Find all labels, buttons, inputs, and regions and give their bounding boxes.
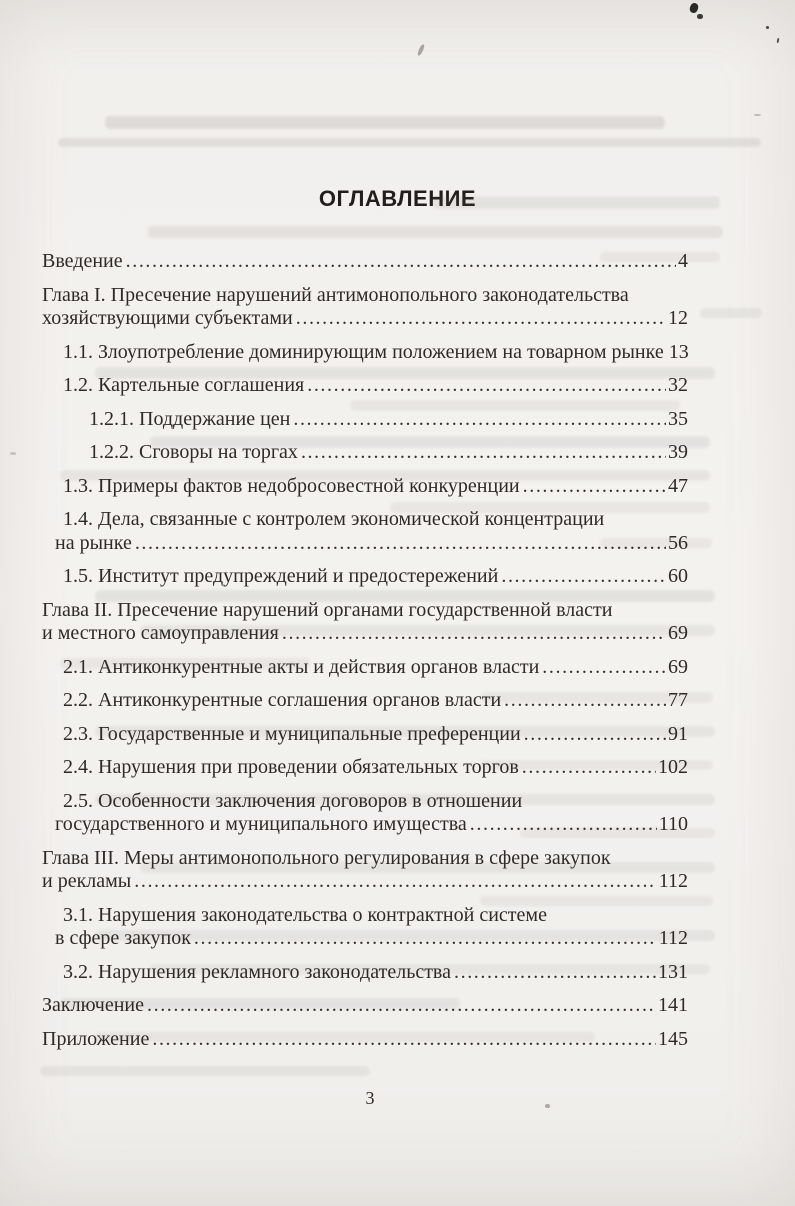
toc-entry-line [42,961,688,985]
toc-entry-page: 145 [658,1027,688,1050]
dot-leader [470,813,657,837]
toc-entry-page: 91 [668,722,688,745]
toc-entry-title: и рекламы [42,870,132,892]
toc-entry-title: 3.2. Нарушения рекламного законодательства [63,960,451,983]
toc-entry-page: 69 [668,655,688,678]
toc-entry-line [42,813,688,837]
toc-entry-line [42,408,688,432]
toc-entry-line [42,723,688,747]
toc-entry-title: Глава II. Пресечение нарушений органами государственной власти [42,598,613,621]
toc-entry-page: 112 [658,927,688,949]
toc-entry-title: 2.1. Антиконкурентные акты и действия органов власти [63,655,540,678]
toc-entry-page: 131 [658,960,688,983]
toc-entry-page: 13 [668,340,689,363]
toc-entry-title: государственного и муниципального имущества [55,813,467,835]
toc-entry-page: 39 [668,441,688,463]
toc-entry-title: 1.2.2. Сговоры на торгах [89,441,298,463]
toc-entry-title: 1.3. Примеры фактов недобросовестной конкуренции [63,474,520,497]
toc-entry [42,284,688,331]
toc-entry-title: 2.3. Государственные и муниципальные преференции [63,722,521,745]
ink-bleed-artifact [148,226,723,238]
toc-entry [42,341,688,365]
toc-entry-page: 77 [668,689,688,711]
dot-leader [454,961,656,985]
dot-leader [293,408,666,432]
toc-entry-line [42,508,688,532]
toc-entry [42,599,688,646]
toc-entry-title: хозяйствующими субъектами [42,307,293,329]
toc-entry-line [42,927,688,951]
toc-entry [42,756,688,780]
page-title: ОГЛАВЛЕНИЕ [318,186,477,211]
dot-leader [522,756,656,780]
toc-entry-title: 1.5. Институт предупреждений и предостережений [63,565,499,587]
ink-bleed-artifact [700,308,762,318]
ink-speck [754,114,761,116]
toc-entry [42,847,688,894]
dot-leader [523,475,666,499]
toc-entry-line [42,441,688,465]
toc-entry-line [42,790,688,814]
toc-entry-title: Глава I. Пресечение нарушений антимонопольного законодательства [42,283,629,306]
toc-entry-page: 60 [668,565,688,587]
toc-entry [42,1028,688,1052]
toc-entry-line [42,374,688,398]
toc-entry-page: 141 [658,994,688,1016]
dot-leader [126,250,676,274]
toc-entry-page: 47 [668,474,688,497]
toc-entry-page: 12 [668,307,688,329]
toc-entry-line [42,689,688,713]
toc-entry [42,723,688,747]
dot-leader [296,307,666,331]
toc-entry-title: на рынке [55,531,132,554]
toc-entry [42,408,688,432]
toc-entry [42,904,688,951]
toc-entry-title: 1.2.1. Поддержание цен [89,407,291,430]
dot-leader [152,1028,656,1052]
toc-entry-line [42,1028,688,1052]
toc-entry-line [42,341,688,365]
dot-leader [307,374,666,398]
toc-entry [42,565,688,589]
toc-entry-page: 35 [668,407,688,430]
toc-entry [42,250,688,274]
toc-entry-line [42,847,688,871]
toc-entry [42,475,688,499]
toc-entry-page: 110 [658,813,688,835]
toc-entry-line [42,756,688,780]
dot-leader [504,689,666,713]
dot-leader [134,870,656,894]
toc-entry-title: Заключение [42,994,144,1016]
toc-entry-title: 3.1. Нарушения законодательства о контрактной системе [63,903,547,926]
ink-speck [697,14,703,19]
toc-entry-title: 2.4. Нарушения при проведении обязательных торгов [63,756,519,778]
toc-entry-title: 1.2. Картельные соглашения [63,374,305,396]
ink-speck [766,26,769,29]
toc-entry-title: Введение [42,250,123,272]
toc-entry-line [42,994,688,1018]
toc-entry-page: 112 [658,870,688,892]
toc-entry-line [42,284,688,308]
toc-entry [42,656,688,680]
toc-entry [42,508,688,555]
toc-entry-title: Приложение [42,1027,150,1050]
dot-leader [542,656,666,680]
toc-entry-page: 4 [678,250,688,272]
dot-leader [194,927,657,951]
toc-entry-title: 2.5. Особенности заключения договоров в отношении [63,789,523,812]
dot-leader [147,994,656,1018]
toc-entry-title: 2.2. Антиконкурентные соглашения органов власти [63,689,502,711]
dot-leader [282,622,666,646]
toc-entry [42,994,688,1018]
toc-entry-line [42,599,688,623]
toc-entry-page: 102 [658,756,688,778]
ink-bleed-artifact [105,116,665,129]
toc-entry-line [42,250,688,274]
toc-entry-title: в сфере закупок [55,927,191,949]
toc-entry [42,441,688,465]
toc-entry-line [42,532,688,556]
dot-leader [501,565,666,589]
toc-entry-page: 32 [668,374,688,396]
toc-entry [42,689,688,713]
toc-entry-title: Глава III. Меры антимонопольного регулирования в сфере закупок [42,846,611,869]
toc-entry-title: 1.1. Злоупотребление доминирующим положением на товарном рынке [63,340,664,363]
toc-entry-line [42,870,688,894]
dot-leader [524,723,666,747]
toc-entry-page: 56 [668,531,688,554]
toc-entry [42,961,688,985]
ink-speck [10,452,16,455]
toc-entry-line [42,565,688,589]
toc-entry-page: 69 [668,622,688,644]
toc-list [42,250,688,1051]
ink-bleed-artifact [58,138,761,147]
ink-speck [545,1104,550,1108]
dot-leader [301,441,666,465]
ink-bleed-artifact [432,196,720,209]
toc-entry-line [42,656,688,680]
dot-leader [135,532,666,556]
page-number: 3 [365,1088,375,1108]
toc-entry-title: и местного самоуправления [42,622,279,644]
toc-entry [42,374,688,398]
toc-entry [42,790,688,837]
toc-entry-line [42,307,688,331]
toc-entry-title: 1.4. Дела, связанные с контролем экономической концентрации [63,508,605,530]
toc-entry-line [42,475,688,499]
ink-bleed-artifact [40,1066,370,1076]
toc-entry-line [42,622,688,646]
toc-entry-line [42,904,688,928]
